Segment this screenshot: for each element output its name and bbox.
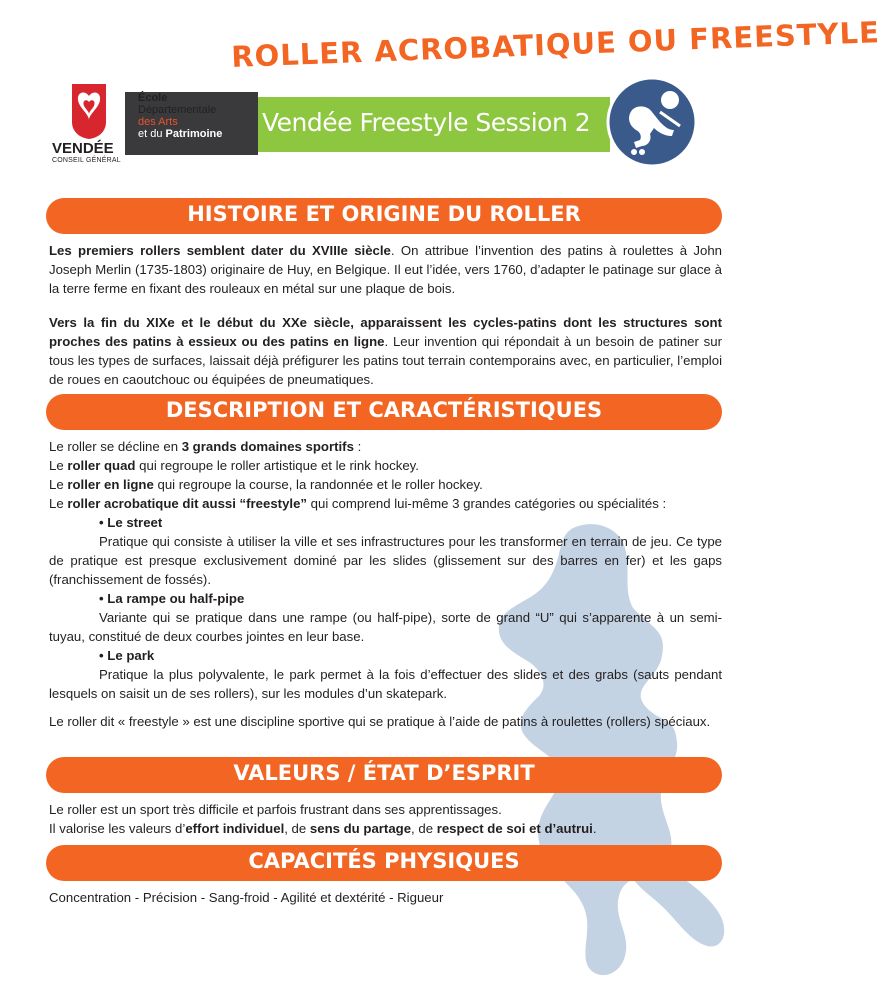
histoire-p1-text: . On attribue l’invention des patins à roulettes à John Joseph Merlin (1735-1803) originaire de Huy, en Belgique. Il eut l’idée, vers 1760, d’adapter le patinage sur glace à la terre ferme en fixant des rouleaux en métal sur une plaque de bois.	[49, 243, 722, 296]
street-title	[99, 513, 162, 532]
histoire-p1-bold: Les premiers rollers semblent dater du XVIIIe siècle	[49, 243, 391, 258]
school-line-patrimoine-b: Patrimoine	[165, 128, 223, 140]
desc-l1-c: :	[353, 439, 362, 454]
rampe-title-text: • La rampe ou half-pipe	[99, 591, 245, 606]
roller-skater-badge-icon	[606, 76, 698, 168]
park-text: Pratique la plus polyvalente, le park permet à la fois d’effectuer des slides et des grabs (sauts pendant lesquels on saisit un de ses rollers), sur les modules d’un skatepark.	[49, 667, 722, 701]
park-title-text: • Le park	[99, 648, 155, 663]
capacites-text: Concentration - Précision - Sang-froid - Agilité et dextérité - Rigueur	[49, 890, 444, 905]
valeurs-line-1: Le roller est un sport très difficile et parfois frustrant dans ses apprentissages.	[49, 802, 502, 817]
valeurs-line-2	[49, 819, 596, 838]
desc-l2-c: qui regroupe le roller artistique et le rink hockey.	[135, 458, 419, 473]
histoire-p2-text: . Leur invention qui répondait à un besoin de patiner sur tous les types de surfaces, laissait déjà préfigurer les patins tout terrain contemporains avec, en particulier, l’emploi de roues en caoutchouc ou équipées de pneumatiques.	[49, 334, 722, 387]
desc-l1-a: Le roller se décline en	[49, 439, 182, 454]
val-effort: effort individuel	[185, 821, 285, 836]
vendee-name: VENDÉE	[52, 140, 114, 157]
description-line-3	[49, 475, 483, 494]
vendee-heart-emblem-icon	[68, 82, 110, 140]
session-title: Vendée Freestyle Session 2	[262, 108, 591, 137]
desc-l2-b: roller quad	[67, 458, 136, 473]
vendee-subtitle: CONSEIL GÉNÉRAL	[52, 157, 121, 164]
histoire-p2-bold: Vers la fin du XIXe et le début du XXe siècle, apparaissent les cycles-patins dont les structures sont proches des patins à essieux ou des patins en ligne	[49, 315, 722, 349]
desc-l3-a: Le	[49, 477, 68, 492]
desc-l3-b: roller en ligne	[67, 477, 154, 492]
histoire-paragraph-2	[49, 313, 722, 389]
page-title: ROLLER ACROBATIQUE OU FREESTYLE	[230, 15, 880, 75]
desc-l4-c: qui comprend lui-même 3 grandes catégories ou spécialités :	[307, 496, 667, 511]
section-header-valeurs	[46, 757, 722, 793]
school-line-patrimoine-a: et du	[138, 128, 166, 140]
rampe-text: Variante qui se pratique dans une rampe (ou half-pipe), sorte de grand “U” qui s’apparente à un semi-tuyau, constitué de deux courbes jointes en leur base.	[49, 610, 722, 644]
section-title-capacites: CAPACITÉS PHYSIQUES	[248, 849, 520, 873]
val-l2-e: , de	[411, 821, 437, 836]
section-header-histoire	[46, 198, 722, 234]
desc-l4-a: Le	[49, 496, 68, 511]
val-l2-a: Il valorise les valeurs d’	[49, 821, 186, 836]
street-text: Pratique qui consiste à utiliser la ville et ses infrastructures pour les transformer en terrain de jeu. Ce type de pratique est presque exclusivement dominé par les slides (glissement sur des barres en fer) et les gaps (franchissement de fossés).	[49, 534, 722, 587]
section-header-capacites	[46, 845, 722, 881]
description-line-4	[49, 494, 666, 513]
school-line-ecole: École	[138, 92, 168, 104]
section-header-description	[46, 394, 722, 430]
school-line-patrimoine	[138, 128, 222, 140]
desc-l2-a: Le	[49, 458, 68, 473]
park-title	[99, 646, 154, 665]
val-partage: sens du partage	[309, 821, 412, 836]
rampe-title	[99, 589, 244, 608]
section-title-valeurs: VALEURS / ÉTAT D’ESPRIT	[233, 761, 535, 785]
street-title-text: • Le street	[99, 515, 163, 530]
val-l2-g: .	[592, 821, 597, 836]
school-line-departementale: Départementale	[138, 104, 217, 116]
desc-l3-c: qui regroupe la course, la randonnée et le roller hockey.	[153, 477, 483, 492]
histoire-paragraph-1	[49, 241, 722, 298]
section-title-histoire: HISTOIRE ET ORIGINE DU ROLLER	[187, 202, 581, 226]
freestyle-closing: Le roller dit « freestyle » est une discipline sportive qui se pratique à l’aide de patins à roulettes (rollers) spéciaux.	[49, 714, 711, 729]
school-logo-text	[138, 92, 222, 140]
description-line-1	[49, 437, 361, 456]
val-respect: respect de soi et d’autrui	[436, 821, 593, 836]
desc-l4-b: roller acrobatique dit aussi “freestyle”	[67, 496, 307, 511]
school-line-arts: des Arts	[138, 116, 178, 128]
desc-l1-b: 3 grands domaines sportifs	[181, 439, 354, 454]
description-line-2	[49, 456, 419, 475]
val-l2-c: , de	[284, 821, 310, 836]
section-title-description: DESCRIPTION ET CARACTÉRISTIQUES	[165, 398, 603, 422]
